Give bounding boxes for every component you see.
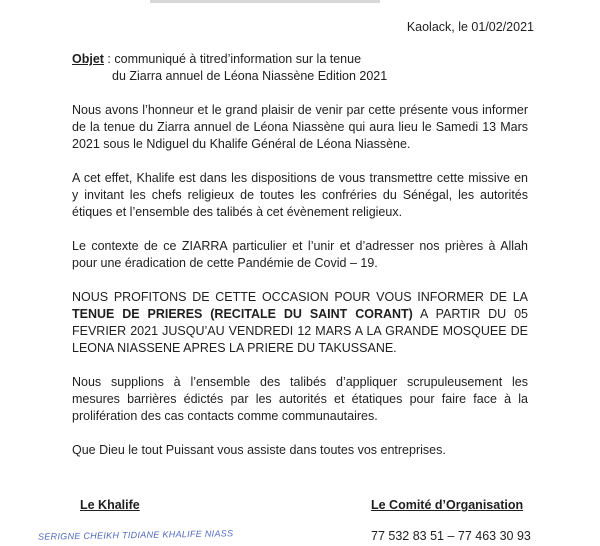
prayers-text-end: A PARTIR DU 05 FEVRIER 2021 JUSQU’AU VENDREDI 12 MARS A LA GRANDE MOSQUEE DE LEONA NIASSENE APRES LA PRIERE DU TAKUSSANE. — [72, 307, 528, 355]
subject-label: Objet — [72, 52, 104, 66]
scan-top-edge — [150, 0, 380, 3]
prayers-text-start: NOUS PROFITONS DE CETTE OCCASION POUR VOUS INFORMER DE LA — [72, 290, 528, 304]
prayers-text-bold: TENUE DE PRIERES (RECITALE DU SAINT CORANT) — [72, 307, 413, 321]
subject-line-1: : communiqué à titred’information sur la tenue — [103, 52, 362, 66]
subject-line-2: du Ziarra annuel de Léona Niassène Edition 2021 — [112, 69, 388, 83]
paragraph-measures: Nous supplions à l’ensemble des talibés d’appliquer scrupuleusement les mesures barrières édictés par les autorités et étatiques pour faire face à la prolifération des cas contacts comme communautaires. — [72, 375, 528, 423]
khalife-stamp: SERIGNE CHEIKH TIDIANE KHALIFE NIASS — [37, 528, 234, 542]
subject-block — [72, 51, 387, 85]
paragraph-prayers — [72, 289, 528, 357]
signature-committee: Le Comité d’Organisation — [371, 498, 524, 512]
signature-khalife: Le Khalife — [80, 498, 140, 512]
paragraph-context: Le contexte de ce ZIARRA particulier et l’unir et d’adresser nos prières à Allah pour une éradication de cette Pandémie de Covid – 19. — [72, 239, 528, 270]
dateline: Kaolack, le 01/02/2021 — [406, 20, 534, 34]
paragraph-invitation: A cet effet, Khalife est dans les dispositions de vous transmettre cette missive en y invitant les chefs religieux de toutes les confréries du Sénégal, les autorités étiques et l’ensemble des talibés à cet évènement religieux. — [72, 171, 528, 219]
paragraph-blessing: Que Dieu le tout Puissant vous assiste dans toutes vos entreprises. — [72, 443, 446, 457]
paragraph-announcement: Nous avons l’honneur et le grand plaisir de venir par cette présente vous informer de la tenue du Ziarra annuel de Léona Niassène qui aura lieu le Samedi 13 Mars 2021 sous le Ndiguel du Khalife Général de Léona Niassène. — [72, 103, 528, 151]
committee-phone-numbers: 77 532 83 51 – 77 463 30 93 — [371, 529, 531, 543]
